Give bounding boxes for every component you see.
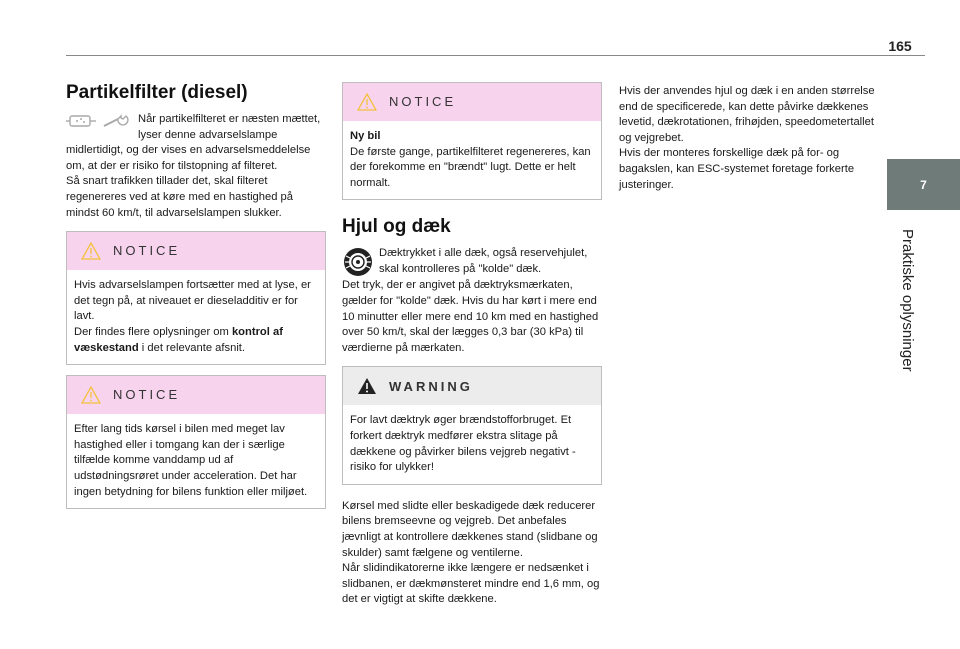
notice-text-2-pre: Der findes flere oplysninger om (74, 325, 232, 338)
tyre-text-1: Dæktrykket i alle dæk, også reservehjulet, skal kontrolleres på "kolde" dæk. (379, 247, 588, 275)
notice-text: Efter lang tids kørsel i bilen med meget lav hastighed eller i tomgang kan der i særlige tilfælde komme vanddamp ud af udstødningsrøret under acceleration. Det har ingen betydning for bilens funktion eller miljøet. (74, 423, 308, 498)
section-heading-particle-filter: Partikelfilter (diesel) (66, 82, 248, 103)
notice-box-additive (66, 231, 326, 365)
notice-text: De første gange, partikelfilteret regenereres, kan der forekomme en "brændt" lugt. Dette er helt normalt. (350, 145, 591, 189)
column-2 (342, 82, 602, 608)
notice-body (343, 121, 601, 199)
column-1 (66, 80, 326, 509)
section-heading-wheels-tyres: Hjul og dæk (342, 216, 451, 238)
warning-box-tyre-pressure (342, 366, 602, 484)
warning-text: For lavt dæktryk øger brændstofforbruget. Et forkert dæktryk medfører ekstra slitage på dækkene og påvirker bilens vejgreb negativt - risiko for ulykker! (350, 414, 576, 474)
tyre-text-2: Det tryk, der er angivet på dæktryksmærkaten, gælder for "kolde" dæk. Hvis du har kørt i mere end 10 minutter eller mere end 10 km med en hastighed over 50 km/t, skal der lægges 0,3 bar (30 kPa) til værdierne på mærkaten. (342, 279, 599, 354)
notice-body (67, 414, 325, 508)
tyre-axle-text: Hvis der monteres forskellige dæk på for- og bagakslen, kan ESC-systemet foretage forkerte justeringer. (619, 147, 855, 191)
tyre-wear-text-2: Når slidindikatorerne ikke længere er nedsænket i slidbanen, er dækmønsteret mindre end 1,6 mm, og det er vigtigt at skifte dækkene. (342, 562, 600, 606)
warning-icons (66, 114, 130, 128)
notice-header (67, 232, 325, 270)
notice-header (343, 83, 601, 121)
notice-text-1: Hvis advarselslampen fortsætter med at lyse, er det tegn på, at niveauet er dieseladditiv er for lavt. (74, 279, 311, 323)
notice-triangle-icon (81, 242, 101, 260)
column-3 (619, 84, 881, 193)
chapter-title (888, 225, 916, 375)
particle-filter-text-1: Når partikelfilteret er næsten mættet, lyser denne advarselslampe midlertidigt, og der vises en advarselsmeddelelse om, at der er risiko for tilstopning af filteret. (66, 113, 321, 172)
wrench-icon (102, 114, 130, 128)
warning-header (343, 367, 601, 405)
warning-label: WARNING (389, 378, 473, 394)
particle-filter-intro (66, 112, 326, 174)
notice-label: NOTICE (113, 243, 181, 259)
notice-text-2-post: i det relevante afsnit. (138, 341, 246, 354)
notice-label: NOTICE (389, 94, 457, 110)
tyre-size-text: Hvis der anvendes hjul og dæk i en anden størrelse end de specificerede, kan dette påvirke dækkenes levetid, dækrotationen, frihøjden, speedometertallet og vejgrebet. (619, 85, 875, 144)
notice-subtitle: Ny bil (350, 130, 381, 142)
notice-label: NOTICE (113, 387, 181, 403)
particle-filter-icon (66, 114, 96, 128)
notice-triangle-icon (81, 386, 101, 404)
warning-body (343, 405, 601, 483)
chapter-tab[interactable]: 7 (887, 159, 960, 210)
warning-triangle-icon (357, 377, 377, 395)
notice-header (67, 376, 325, 414)
chapter-title-text: Praktiske oplysninger (899, 228, 916, 372)
header-divider (66, 55, 925, 56)
tyre-intro (342, 246, 602, 278)
tyre-icon (342, 246, 374, 278)
particle-filter-text-2: Så snart trafikken tillader det, skal filteret regenereres ved at køre med en hastighed på mindst 60 km/t, til advarselslampen slukker. (66, 175, 293, 219)
notice-body (67, 270, 325, 364)
notice-text-2-bold: kontrol af væskestand (74, 325, 283, 354)
tyre-wear-text-1: Kørsel med slidte eller beskadigede dæk reducerer bilens bremseevne og vejgreb. Det anbefales jævnligt at kontrollere dækkenes stand (slidbane og skulder) samt fælgene og ventilerne. (342, 499, 598, 559)
notice-triangle-icon (357, 93, 377, 111)
page-number: 165 (888, 38, 912, 54)
notice-box-vapour (66, 375, 326, 509)
notice-box-new-car (342, 82, 602, 200)
notice-text-2 (74, 325, 319, 356)
